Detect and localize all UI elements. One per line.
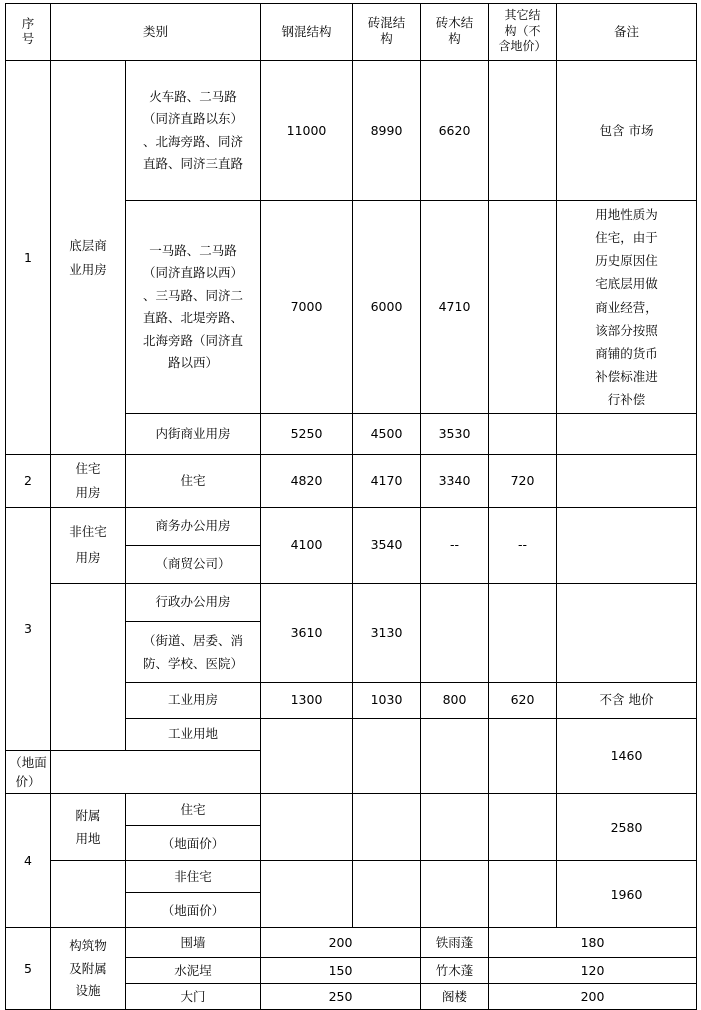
- item-value: 200: [261, 928, 421, 958]
- value-other: 720: [489, 455, 557, 508]
- value-concrete: [261, 861, 353, 928]
- item-value: 150: [261, 958, 421, 984]
- value-brick-concrete: 3540: [353, 507, 421, 583]
- item-name: 住宅: [126, 794, 261, 826]
- row-group-label: 非住宅 用房: [51, 507, 126, 583]
- item-name-right: 阁楼: [421, 984, 489, 1010]
- row-serial: 2: [6, 455, 51, 508]
- table-row: [6, 61, 697, 201]
- value-concrete: 4820: [261, 455, 353, 508]
- value-other: [489, 414, 557, 455]
- value-brick-wood: 6620: [421, 61, 489, 201]
- value-remark: 包含 市场: [557, 61, 697, 201]
- value-brick-wood: 4710: [421, 201, 489, 414]
- value-remark: [557, 414, 697, 455]
- item-name: 行政办公用房: [126, 583, 261, 621]
- value-brick-concrete: 3130: [353, 583, 421, 682]
- item-name: 大门: [126, 984, 261, 1010]
- value-concrete: 7000: [261, 201, 353, 414]
- row-group-label: 构筑物 及附属 设施: [51, 928, 126, 1010]
- item-value-right: 180: [489, 928, 697, 958]
- value-other: [489, 861, 557, 928]
- row-group-label: 附属 用地: [51, 794, 126, 861]
- value-remark: 用地性质为 住宅，由于 历史原因住 宅底层用做 商业经营， 该部分按照 商铺的货币 补偿标准进 行补偿: [557, 201, 697, 414]
- value-brick-wood: [421, 718, 489, 794]
- row-group-label: 住宅 用房: [51, 455, 126, 508]
- value-brick-wood: --: [421, 507, 489, 583]
- value-other: [489, 583, 557, 682]
- value-brick-wood: [421, 861, 489, 928]
- item-name: 商务办公用房: [126, 507, 261, 545]
- row-serial: 1: [6, 61, 51, 455]
- value-brick-wood: 800: [421, 682, 489, 718]
- table-header-row: [6, 4, 697, 61]
- value-brick-concrete: 4170: [353, 455, 421, 508]
- value-brick-concrete: 8990: [353, 61, 421, 201]
- value-other: [489, 718, 557, 794]
- header-remark: 备注: [557, 4, 697, 61]
- header-other: 其它结 构（不 含地价）: [489, 4, 557, 61]
- value-remark: 不含 地价: [557, 682, 697, 718]
- value-other: [489, 794, 557, 861]
- value-remark: [557, 455, 697, 508]
- value-concrete: 3610: [261, 583, 353, 682]
- row-serial: 5: [6, 928, 51, 1010]
- header-serial: 序 号: [6, 4, 51, 61]
- value-brick-concrete: 4500: [353, 414, 421, 455]
- value-other: 620: [489, 682, 557, 718]
- item-name: 一马路、二马路 （同济直路以西） 、三马路、同济二 直路、北堤旁路、 北海旁路（同济直 路以西）: [126, 201, 261, 414]
- item-subname: （地面价）: [6, 750, 51, 794]
- value-concrete: 11000: [261, 61, 353, 201]
- item-name: 住宅: [126, 455, 261, 508]
- header-brick-concrete: 砖混结 构: [353, 4, 421, 61]
- table-row: [6, 455, 697, 508]
- table-row: [6, 928, 697, 958]
- value-other: [489, 61, 557, 201]
- value-other: --: [489, 507, 557, 583]
- item-name: 工业用地: [126, 718, 261, 750]
- item-name: 内街商业用房: [126, 414, 261, 455]
- value-concrete: 4100: [261, 507, 353, 583]
- item-subname: （地面价）: [126, 893, 261, 928]
- value-brick-concrete: [353, 861, 421, 928]
- header-category: 类别: [51, 4, 261, 61]
- compensation-standards-table: [5, 3, 697, 1010]
- item-name: 水泥埕: [126, 958, 261, 984]
- item-name: 工业用房: [126, 682, 261, 718]
- row-group-label-spacer: [51, 583, 126, 750]
- value-brick-concrete: 1030: [353, 682, 421, 718]
- value-other: [489, 201, 557, 414]
- header-brick-wood: 砖木结 构: [421, 4, 489, 61]
- value-remark: [557, 507, 697, 583]
- value-brick-wood: [421, 794, 489, 861]
- row-group-label: 底层商 业用房: [51, 61, 126, 455]
- row-serial: 4: [6, 794, 51, 928]
- item-name-right: 铁雨蓬: [421, 928, 489, 958]
- item-subname: （商贸公司）: [126, 545, 261, 583]
- value-concrete: [261, 794, 353, 861]
- value-brick-concrete: 6000: [353, 201, 421, 414]
- row-serial: 3: [6, 507, 51, 750]
- item-subname: （地面价）: [126, 826, 261, 861]
- value-remark: 1460: [557, 718, 697, 794]
- table-row: [6, 583, 697, 621]
- item-subname: （街道、居委、消 防、学校、医院）: [126, 621, 261, 682]
- item-name-right: 竹木蓬: [421, 958, 489, 984]
- table-row: [6, 794, 697, 826]
- table-row: [6, 861, 697, 893]
- item-name: 围墙: [126, 928, 261, 958]
- value-concrete: 1300: [261, 682, 353, 718]
- row-group-label-spacer: [51, 861, 126, 928]
- table-row: [6, 507, 697, 545]
- value-brick-concrete: [353, 794, 421, 861]
- item-value-right: 200: [489, 984, 697, 1010]
- value-brick-wood: 3530: [421, 414, 489, 455]
- value-brick-wood: 3340: [421, 455, 489, 508]
- value-remark: 2580: [557, 794, 697, 861]
- value-concrete: 5250: [261, 414, 353, 455]
- header-concrete: 钢混结构: [261, 4, 353, 61]
- value-remark: 1960: [557, 861, 697, 928]
- item-name: 火车路、二马路 （同济直路以东） 、北海旁路、同济 直路、同济三直路: [126, 61, 261, 201]
- value-concrete: [261, 718, 353, 794]
- item-value: 250: [261, 984, 421, 1010]
- value-remark: [557, 583, 697, 682]
- item-value-right: 120: [489, 958, 697, 984]
- value-brick-wood: [421, 583, 489, 682]
- value-brick-concrete: [353, 718, 421, 794]
- item-name: 非住宅: [126, 861, 261, 893]
